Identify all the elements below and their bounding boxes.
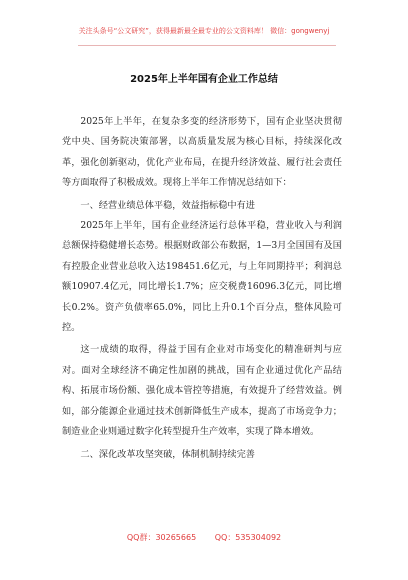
footer-qq: QQ：535304092 [214,533,282,542]
header-banner: 关注头条号“公文研究”，获得最新最全最专业的公文资料库！ 微信：gongwenyj [78,27,330,35]
header-divider [78,45,336,46]
footer-qq-group: QQ群：30265665 [126,533,197,542]
document-body [62,112,342,465]
data-paragraph: 2025年上半年，国有企业经济运行总体平稳，营业收入与利润总额保持稳健增长态势。根据财政部公布数据，1—3月全国国有及国有控股企业营业总收入达198451.6亿元，与上年同期持平；利润总额10907.4亿元，同比增长1.7%；应交税费16096.3亿元，同比增长0.2%。资产负债率65.0%，同比上升0.1个百分点，整体风险可控。 [62,220,342,334]
analysis-paragraph: 这一成绩的取得，得益于国有企业对市场变化的精准研判与应对。面对全球经济不确定性加剧的挑战，国有企业通过优化产品结构、拓展市场份额、强化成本管控等措施，有效提升了经营效益。例如，部分能源企业通过技术创新降低生产成本，提高了市场竞争力；制造业企业则通过数字化转型提升生产效率，实现了降本增效。 [62,344,342,438]
section-heading-2: 二、深化改革攻坚突破，体制机制持续完善 [80,448,255,460]
section-heading-1: 一、经营业绩总体平稳，效益指标稳中有进 [80,199,255,211]
document-title: 2025年上半年国有企业工作总结 [130,74,278,85]
footer-contact [0,532,408,543]
intro-paragraph: 2025年上半年，在复杂多变的经济形势下，国有企业坚决贯彻党中央、国务院决策部署，以高质量发展为核心目标，持续深化改革，强化创新驱动，优化产业布局，在提升经济效益、履行社会责任等方面取得了积极成效。现将上半年工作情况总结如下： [62,116,342,189]
